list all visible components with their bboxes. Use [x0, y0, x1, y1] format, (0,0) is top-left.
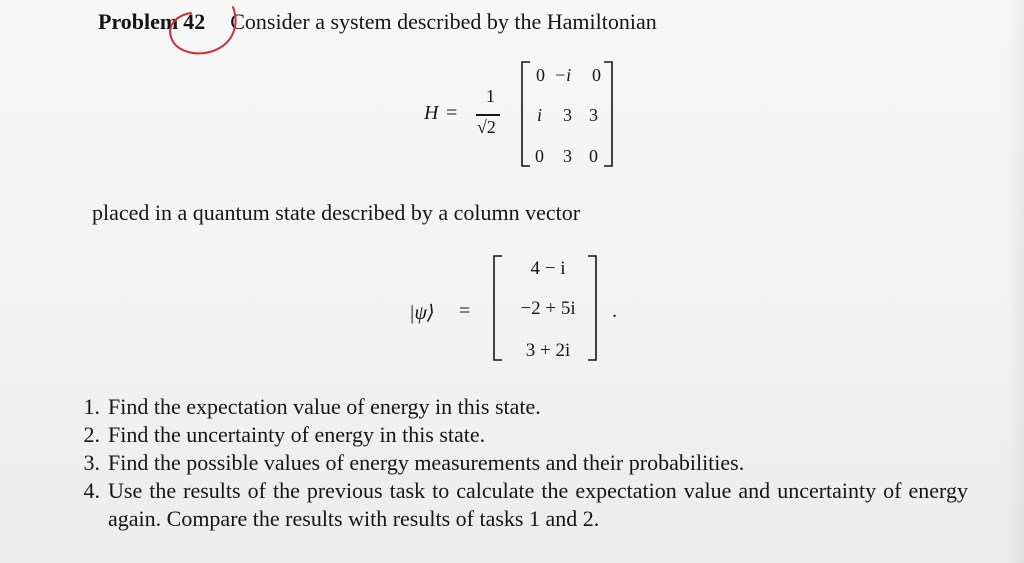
- matrix-cell: i: [537, 105, 543, 125]
- state-equals: =: [459, 300, 471, 322]
- hamiltonian-equals: =: [446, 102, 458, 124]
- task-index: 4.: [83, 478, 100, 503]
- task-text: Use the results of the previous task to calculate the expectation value and uncertainty of energy again. Compare the results with results of tasks 1 and 2.: [108, 478, 968, 531]
- vector-entry: 4 − i: [530, 258, 566, 279]
- matrix-cell: 0: [536, 65, 545, 85]
- task-text: Find the possible values of energy measurements and their probabilities.: [108, 450, 745, 475]
- state-symbol: |ψ⟩: [409, 302, 435, 324]
- matrix-cell: 3: [589, 105, 598, 125]
- task-item: [68, 449, 978, 477]
- task-index: 3.: [83, 450, 100, 475]
- task-index: 2.: [83, 422, 100, 447]
- matrix-cell: −i: [554, 65, 572, 85]
- task-item: [68, 421, 978, 449]
- prefactor-numerator: 1: [486, 86, 495, 106]
- problem-number: 42: [183, 9, 206, 34]
- hamiltonian-matrix: [530, 60, 606, 170]
- page-edge-shadow: [1006, 0, 1024, 563]
- matrix-cell: 0: [592, 65, 601, 85]
- problem-intro: Consider a system described by the Hamiltonian: [230, 9, 657, 34]
- task-list: [68, 393, 978, 533]
- matrix-cell: 3: [563, 146, 572, 166]
- matrix-cell: 3: [563, 105, 572, 125]
- task-item: [68, 393, 978, 421]
- task-item: [68, 477, 968, 533]
- state-trailing-period: .: [612, 300, 617, 322]
- matrix-cell: 0: [589, 146, 598, 166]
- task-text: Find the uncertainty of energy in this state.: [108, 422, 486, 447]
- task-index: 1.: [83, 394, 100, 419]
- hamiltonian-symbol: H: [424, 102, 439, 124]
- problem-label: Problem: [98, 9, 179, 34]
- vector-entry: −2 + 5i: [520, 298, 576, 319]
- state-intro: placed in a quantum state described by a column vector: [92, 200, 581, 225]
- matrix-cell: 0: [535, 146, 544, 166]
- vector-entry: 3 + 2i: [525, 340, 571, 361]
- task-text: Find the expectation value of energy in this state.: [108, 394, 541, 419]
- pen-circle-mark: [161, 3, 253, 59]
- state-vector: [496, 252, 600, 364]
- prefactor-denominator: √2: [477, 117, 496, 137]
- fraction-bar: [476, 114, 500, 116]
